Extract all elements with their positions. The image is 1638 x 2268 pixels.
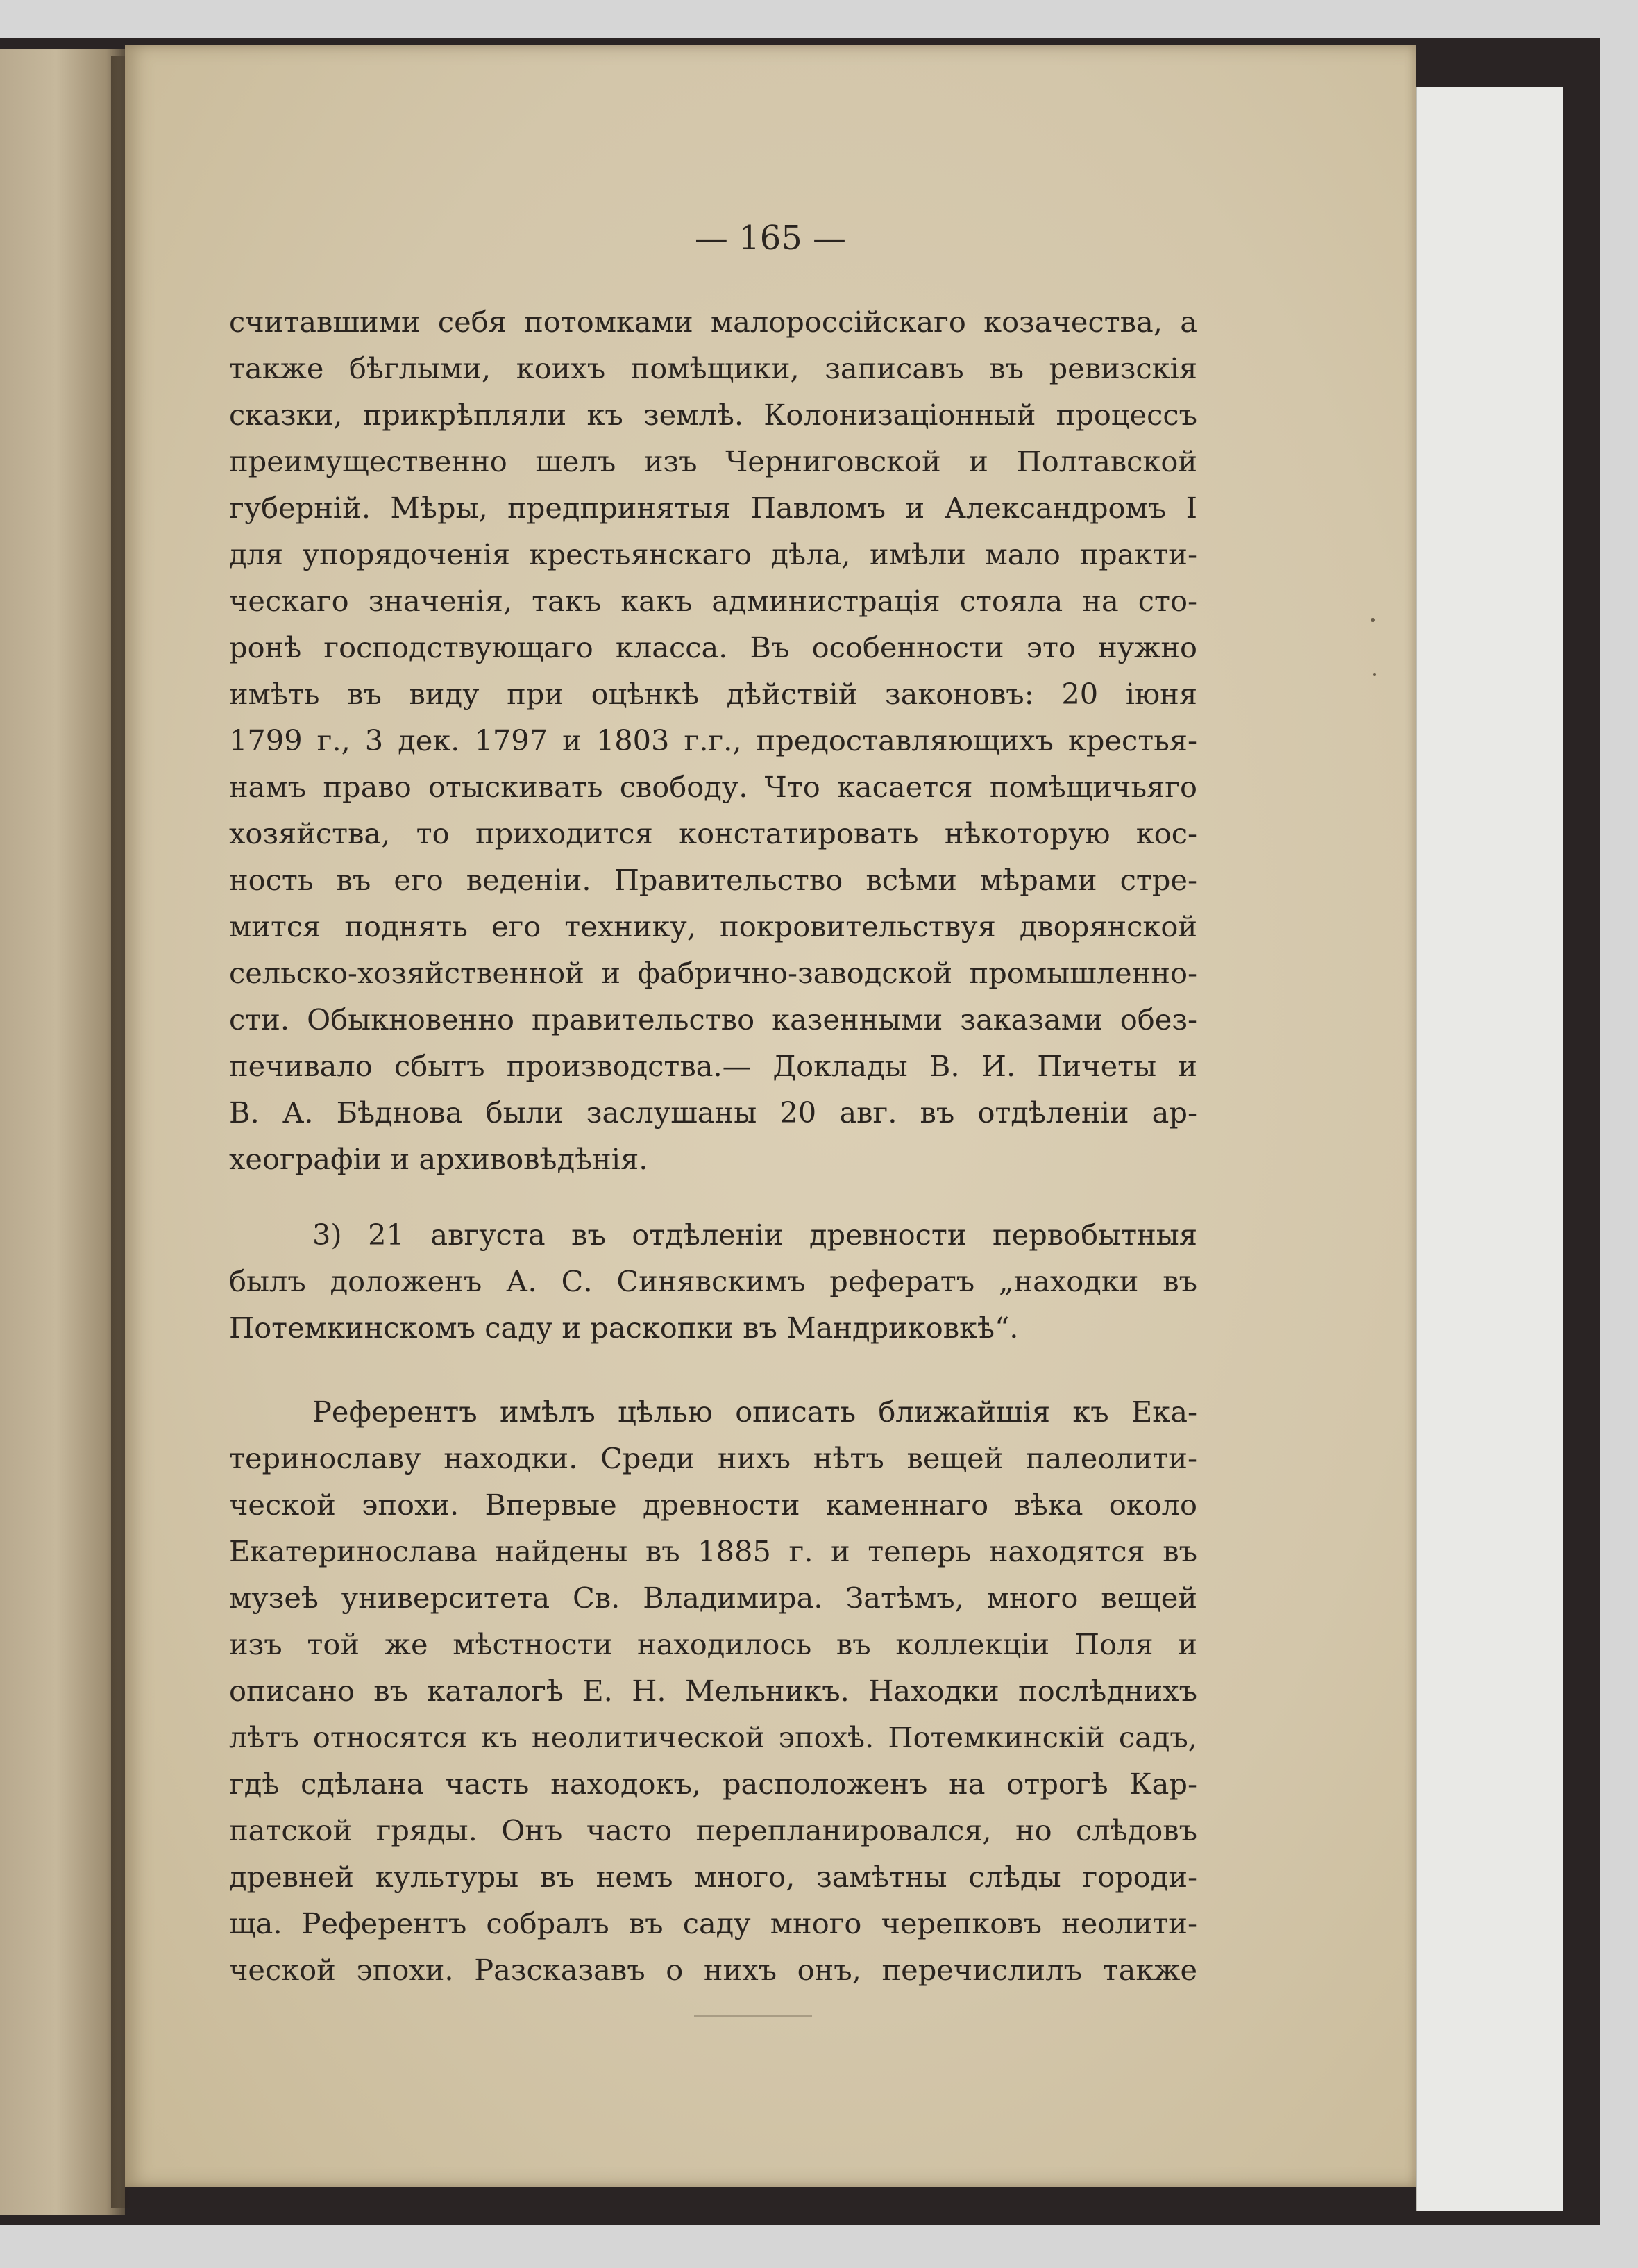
text-line: сказки, прикрѣпляли къ землѣ. Колонизаціонный процессъ [229,398,1197,432]
text-line: ность въ его веденіи. Правительство всѣми мѣрами стре- [229,863,1197,897]
text-line: музеѣ университета Св. Владимира. Затѣмъ, много вещей [229,1581,1197,1615]
text-line: сти. Обыкновенно правительство казенными заказами обез- [229,1002,1197,1036]
text-line: хозяйства, то приходится констатировать нѣкоторую кос- [229,816,1197,850]
text-line: для упорядоченія крестьянскаго дѣла, имѣли мало практи- [229,537,1197,571]
paragraph-2 [229,1211,1197,1351]
text-line: Екатеринослава найдены въ 1885 г. и теперь находятся въ [229,1534,1197,1568]
text-line: печивало сбытъ производства.— Доклады В. И. Пичеты и [229,1049,1197,1083]
text-line: намъ право отыскивать свободу. Что касается помѣщичьяго [229,770,1197,804]
bottom-rule [694,2015,812,2017]
text-line: описано въ каталогѣ Е. Н. Мельникъ. Находки послѣднихъ [229,1674,1197,1708]
book-page [125,45,1416,2187]
text-line: Потемкинскомъ саду и раскопки въ Мандриковкѣ“. [229,1311,1019,1345]
paper-speck [1373,673,1376,676]
text-line: 1799 г., 3 дек. 1797 и 1803 г.г., предоставляющихъ крестья- [229,723,1197,757]
text-line: также бѣглыми, коихъ помѣщики, записавъ въ ревизскія [229,351,1197,385]
back-sheet [1416,87,1563,2211]
text-line: хеографіи и архивовѣдѣнія. [229,1142,648,1176]
page-text [229,299,1197,1993]
left-page-edge [0,49,125,2215]
text-line: патской гряды. Онъ часто перепланировался, но слѣдовъ [229,1813,1197,1847]
paper-speck [1371,618,1375,622]
text-line: 3) 21 августа въ отдѣленіи древности первобытныя [312,1218,1197,1252]
text-line: ческой эпохи. Разсказавъ о нихъ онъ, перечислилъ также [229,1953,1197,1987]
text-line: В. А. Бѣднова были заслушаны 20 авг. въ отдѣленіи ар- [229,1095,1197,1129]
paragraph-3 [229,1388,1197,1993]
text-line: ронѣ господствующаго класса. Въ особенности это нужно [229,630,1197,664]
text-line: гдѣ сдѣлана часть находокъ, расположенъ на отрогѣ Кар- [229,1767,1197,1801]
text-line: древней культуры въ немъ много, замѣтны слѣды городи- [229,1860,1197,1894]
text-line: ща. Референтъ собралъ въ саду много черепковъ неолити- [229,1906,1197,1940]
text-line: Референтъ имѣлъ цѣлью описать ближайшія къ Ека- [312,1395,1197,1429]
paragraph-gap [229,1351,1197,1388]
page-number: — 165 — [694,219,847,258]
text-line: ческаго значенія, такъ какъ администрація стояла на сто- [229,584,1197,618]
text-line: сельско-хозяйственной и фабрично-заводской промышленно- [229,956,1197,990]
text-line: былъ доложенъ А. С. Синявскимъ рефератъ „находки въ [229,1264,1197,1298]
paragraph-1 [229,299,1197,1182]
text-line: имѣть въ виду при оцѣнкѣ дѣйствій законовъ: 20 іюня [229,677,1197,711]
text-line: изъ той же мѣстности находилось въ коллекціи Поля и [229,1627,1197,1661]
text-line: губерній. Мѣры, предпринятыя Павломъ и Александромъ I [229,491,1197,525]
text-line: преимущественно шелъ изъ Черниговской и Полтавской [229,444,1197,478]
text-line: мится поднять его технику, покровительствуя дворянской [229,909,1197,943]
text-line: считавшими себя потомками малороссійскаго козачества, а [229,305,1197,339]
text-line: ческой эпохи. Впервые древности каменнаго вѣка около [229,1488,1197,1522]
paragraph-gap [229,1182,1197,1211]
text-line: теринославу находки. Среди нихъ нѣтъ вещей палеолити- [229,1441,1197,1475]
text-line: лѣтъ относятся къ неолитической эпохѣ. Потемкинскій садъ, [229,1720,1197,1754]
